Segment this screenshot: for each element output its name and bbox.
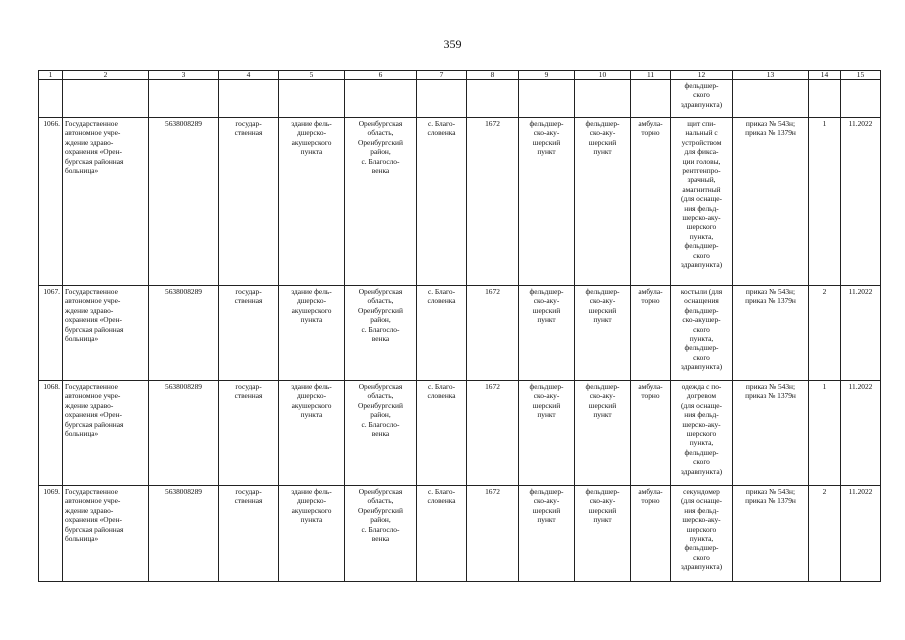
unit-cell: фельдшер- ско-аку- шерский пункт: [519, 286, 575, 381]
date-cell: 11.2022: [841, 286, 881, 381]
address-cell: Оренбургская область, Оренбургский район, с. Благосло- венка: [345, 486, 417, 582]
equipment-cell: фельдшер- ского здравпункта): [671, 80, 733, 118]
equipment-cell: костыли (для оснащения фельдшер- ско-акушер- ского пункта, фельдшер- ского здравпункта): [671, 286, 733, 381]
ownership-cell: государ- ственная: [219, 381, 279, 486]
row-number: 1069.: [39, 486, 63, 582]
equipment-cell: щит спи- нальный с устройством для фикса- ции головы, рентгенпро- зрачный, амагнитный (для оснаще- ния фельд- шерско-аку- шерского пункта, фельдшер- ского здравпункта): [671, 118, 733, 286]
equipment-cell: секундомер (для оснаще- ния фельд- шерско-аку- шерского пункта, фельдшер- ского здравпункта): [671, 486, 733, 582]
building-cell: здание фель- дшерско- акушерского пункта: [279, 381, 345, 486]
locality-cell: с. Благо- словенка: [417, 286, 467, 381]
code-cell: 1672: [467, 286, 519, 381]
quantity-cell: 1: [809, 381, 841, 486]
column-header: 12: [671, 71, 733, 80]
table-row: [39, 381, 881, 486]
locality-cell: с. Благо- словенка: [417, 118, 467, 286]
continuation-row: [39, 80, 881, 118]
organization-cell: Государственное автономное учре- ждение здраво- охранения «Орен- бургская районная больница»: [63, 286, 149, 381]
column-header: 8: [467, 71, 519, 80]
register-table: [38, 70, 881, 582]
table-row: [39, 486, 881, 582]
quantity-cell: 2: [809, 286, 841, 381]
column-header: 7: [417, 71, 467, 80]
inn-cell: 5638008289: [149, 381, 219, 486]
row-number: 1066.: [39, 118, 63, 286]
column-header: 1: [39, 71, 63, 80]
unit-cell: фельдшер- ско-аку- шерский пункт: [575, 381, 631, 486]
order-cell: приказ № 543н; приказ № 1379н: [733, 118, 809, 286]
equipment-cell: одежда с по- догревом (для оснаще- ния фельд- шерско-аку- шерского пункта, фельдшер- ского здравпункта): [671, 381, 733, 486]
row-number: 1068.: [39, 381, 63, 486]
building-cell: здание фель- дшерско- акушерского пункта: [279, 286, 345, 381]
organization-cell: Государственное автономное учре- ждение здраво- охранения «Орен- бургская районная больница»: [63, 118, 149, 286]
code-cell: 1672: [467, 118, 519, 286]
table-row: [39, 286, 881, 381]
quantity-cell: 2: [809, 486, 841, 582]
address-cell: Оренбургская область, Оренбургский район, с. Благосло- венка: [345, 286, 417, 381]
column-header: 15: [841, 71, 881, 80]
building-cell: здание фель- дшерско- акушерского пункта: [279, 486, 345, 582]
building-cell: здание фель- дшерско- акушерского пункта: [279, 118, 345, 286]
inn-cell: 5638008289: [149, 286, 219, 381]
page-number: 359: [443, 37, 462, 51]
care-type-cell: амбула- торно: [631, 381, 671, 486]
table-row: [39, 118, 881, 286]
locality-cell: с. Благо- словенка: [417, 381, 467, 486]
date-cell: 11.2022: [841, 381, 881, 486]
row-number: 1067.: [39, 286, 63, 381]
date-cell: 11.2022: [841, 486, 881, 582]
unit-cell: фельдшер- ско-аку- шерский пункт: [519, 118, 575, 286]
inn-cell: 5638008289: [149, 486, 219, 582]
organization-cell: Государственное автономное учре- ждение здраво- охранения «Орен- бургская районная больница»: [63, 486, 149, 582]
column-header: 5: [279, 71, 345, 80]
care-type-cell: амбула- торно: [631, 118, 671, 286]
address-cell: Оренбургская область, Оренбургский район, с. Благосло- венка: [345, 118, 417, 286]
care-type-cell: амбула- торно: [631, 286, 671, 381]
column-header: 14: [809, 71, 841, 80]
header-row: [39, 71, 881, 80]
date-cell: 11.2022: [841, 118, 881, 286]
column-header: 4: [219, 71, 279, 80]
ownership-cell: государ- ственная: [219, 486, 279, 582]
address-cell: Оренбургская область, Оренбургский район, с. Благосло- венка: [345, 381, 417, 486]
unit-cell: фельдшер- ско-аку- шерский пункт: [575, 118, 631, 286]
order-cell: приказ № 543н; приказ № 1379н: [733, 286, 809, 381]
order-cell: приказ № 543н; приказ № 1379н: [733, 486, 809, 582]
unit-cell: фельдшер- ско-аку- шерский пункт: [575, 486, 631, 582]
column-header: 6: [345, 71, 417, 80]
unit-cell: фельдшер- ско-аку- шерский пункт: [575, 286, 631, 381]
quantity-cell: 1: [809, 118, 841, 286]
unit-cell: фельдшер- ско-аку- шерский пункт: [519, 381, 575, 486]
ownership-cell: государ- ственная: [219, 118, 279, 286]
ownership-cell: государ- ственная: [219, 286, 279, 381]
column-header: 9: [519, 71, 575, 80]
care-type-cell: амбула- торно: [631, 486, 671, 582]
code-cell: 1672: [467, 486, 519, 582]
code-cell: 1672: [467, 381, 519, 486]
column-header: 11: [631, 71, 671, 80]
column-header: 3: [149, 71, 219, 80]
column-header: 10: [575, 71, 631, 80]
locality-cell: с. Благо- словенка: [417, 486, 467, 582]
inn-cell: 5638008289: [149, 118, 219, 286]
column-header: 2: [63, 71, 149, 80]
unit-cell: фельдшер- ско-аку- шерский пункт: [519, 486, 575, 582]
order-cell: приказ № 543н; приказ № 1379н: [733, 381, 809, 486]
column-header: 13: [733, 71, 809, 80]
organization-cell: Государственное автономное учре- ждение здраво- охранения «Орен- бургская районная больница»: [63, 381, 149, 486]
